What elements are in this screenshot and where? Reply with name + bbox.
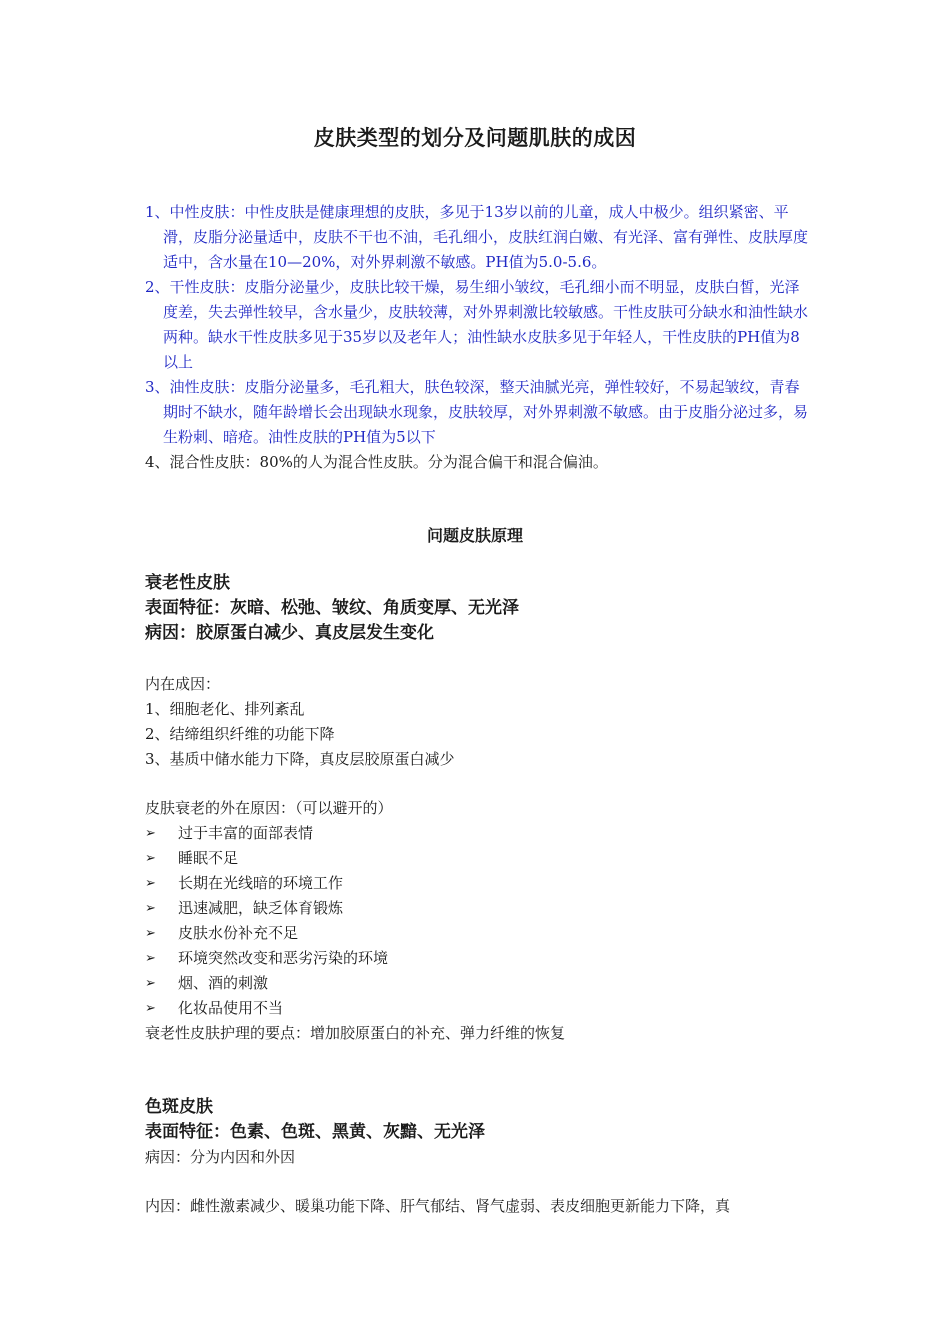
arrow-bullet-icon: ➢ <box>145 926 156 941</box>
skin-types-list <box>145 200 813 475</box>
aging-heading: 衰老性皮肤 <box>145 573 230 593</box>
skin-type-neutral: 1、中性皮肤：中性皮肤是健康理想的皮肤，多见于13岁以前的儿童，成人中极少。组织紧密、平滑，皮脂分泌量适中，皮肤不干也不油，毛孔细小，皮肤红润白嫩、有光泽、富有弹性、皮肤厚度适中，含水量在10—20%，对外界刺激不敏感。PH值为5.0-5.6。 <box>145 203 809 271</box>
pigment-heading: 色斑皮肤 <box>145 1097 213 1117</box>
pigment-skin-header <box>145 1095 813 1170</box>
bullet-item: ➢ 环境突然改变和恶劣污染的环境 <box>145 946 813 971</box>
internal-item: 2、结缔组织纤维的功能下降 <box>145 725 335 743</box>
arrow-bullet-icon: ➢ <box>145 951 156 966</box>
bullet-item: ➢ 迅速减肥，缺乏体育锻炼 <box>145 896 813 921</box>
document-title: 皮肤类型的划分及问题肌肤的成因 <box>313 126 637 150</box>
aging-care: 衰老性皮肤护理的要点：增加胶原蛋白的补充、弹力纤维的恢复 <box>145 1024 566 1042</box>
aging-external-causes <box>145 796 813 1046</box>
arrow-bullet-icon: ➢ <box>145 876 156 891</box>
skin-type-oily: 3、油性皮肤：皮脂分泌量多，毛孔粗大，肤色较深，整天油腻光亮，弹性较好，不易起皱纹，青春期时不缺水，随年龄增长会出现缺水现象，皮肤较厚，对外界刺激不敏感。由于皮脂分泌过多，易生粉刺、暗疮。油性皮肤的PH值为5以下 <box>145 378 809 446</box>
bullet-item: ➢ 长期在光线暗的环境工作 <box>145 871 813 896</box>
aging-cause: 病因：胶原蛋白减少、真皮层发生变化 <box>145 623 434 643</box>
aging-internal-causes <box>145 672 813 772</box>
skin-type-combination: 4、混合性皮肤：80%的人为混合性皮肤。分为混合偏干和混合偏油。 <box>145 453 608 471</box>
pigment-surface: 表面特征：色素、色斑、黑黄、灰黯、无光泽 <box>145 1122 485 1142</box>
skin-type-dry: 2、干性皮肤：皮脂分泌量少，皮肤比较干燥，易生细小皱纹，毛孔细小而不明显，皮肤白皙，光泽度差，失去弹性较早，含水量少，皮肤较薄，对外界刺激比较敏感。干性皮肤可分缺水和油性缺水两种。缺水干性皮肤多见于35岁以及老年人；油性缺水皮肤多见于年轻人，干性皮肤的PH值为8以上 <box>145 278 809 371</box>
arrow-bullet-icon: ➢ <box>145 901 156 916</box>
arrow-bullet-icon: ➢ <box>145 851 156 866</box>
bullet-item: ➢ 化妆品使用不当 <box>145 996 813 1021</box>
bullet-item: ➢ 皮肤水份补充不足 <box>145 921 813 946</box>
bullet-item: ➢ 过于丰富的面部表情 <box>145 821 813 846</box>
aging-surface: 表面特征：灰暗、松弛、皱纹、角质变厚、无光泽 <box>145 598 519 618</box>
bullet-item: ➢ 烟、酒的刺激 <box>145 971 813 996</box>
pigment-internal <box>145 1194 813 1219</box>
internal-title: 内在成因： <box>145 675 221 693</box>
bullet-item: ➢ 睡眠不足 <box>145 846 813 871</box>
internal-item: 3、基质中储水能力下降，真皮层胶原蛋白减少 <box>145 750 455 768</box>
external-title: 皮肤衰老的外在原因：（可以避开的） <box>145 799 393 817</box>
section-title: 问题皮肤原理 <box>426 526 523 545</box>
aging-skin-header <box>145 571 813 646</box>
pigment-cause: 病因：分为内因和外因 <box>145 1148 296 1166</box>
pigment-internal-text: 内因：雌性激素减少、暖巢功能下降、肝气郁结、肾气虚弱、表皮细胞更新能力下降，真 <box>145 1197 731 1215</box>
arrow-bullet-icon: ➢ <box>145 1001 156 1016</box>
arrow-bullet-icon: ➢ <box>145 976 156 991</box>
arrow-bullet-icon: ➢ <box>145 826 156 841</box>
internal-item: 1、细胞老化、排列紊乱 <box>145 700 305 718</box>
